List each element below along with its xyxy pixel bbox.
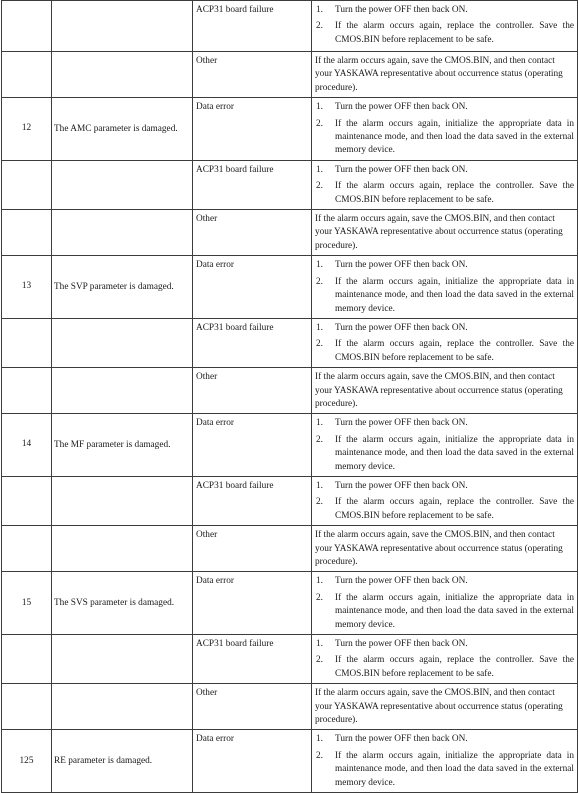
table-row xyxy=(2,684,578,730)
alarm-number-cell: 125 xyxy=(2,730,52,793)
alarm-message-cell: The SVP parameter is damaged. xyxy=(52,256,193,319)
alarm-message-cell xyxy=(52,52,193,98)
remedy-step-number: 1. xyxy=(316,734,323,745)
remedy-step-text: Turn the power OFF then back ON. xyxy=(335,322,468,333)
remedy-step-text: If the alarm occurs again, replace the controller. Save the CMOS.BIN before replacement to be safe. xyxy=(335,21,574,45)
cause-cell: ACP31 board failure xyxy=(193,160,312,209)
remedy-step xyxy=(315,638,574,651)
remedy-text: If the alarm occurs again, save the CMOS.BIN, and then contact your YASKAWA representative about occurrence status (operating procedure). xyxy=(315,530,563,567)
remedy-step-text: If the alarm occurs again, replace the controller. Save the CMOS.BIN before replacement to be safe. xyxy=(335,497,574,521)
alarm-number-cell xyxy=(2,318,52,367)
alarm-number-cell xyxy=(2,210,52,256)
remedy-cell xyxy=(312,414,578,477)
table-row xyxy=(2,256,578,319)
remedy-step xyxy=(315,20,574,47)
remedy-text: If the alarm occurs again, save the CMOS.BIN, and then contact your YASKAWA representative about occurrence status (operating procedure). xyxy=(315,688,563,726)
alarm-message-cell xyxy=(52,210,193,256)
remedy-text: If the alarm occurs again, save the CMOS.BIN, and then contact your YASKAWA representative about occurrence status (operating procedure). xyxy=(315,56,563,93)
cause-cell: Other xyxy=(193,526,312,572)
table-row xyxy=(2,526,578,572)
remedy-step xyxy=(315,259,574,272)
alarm-message-cell: The SVS parameter is damaged. xyxy=(52,572,193,635)
table-row xyxy=(2,414,578,477)
remedy-cell xyxy=(312,526,578,572)
remedy-step xyxy=(315,733,574,746)
remedy-step-text: If the alarm occurs again, initialize the appropriate data in maintenance mode, and then load the data saved in the external memory device. xyxy=(335,276,574,314)
remedy-step xyxy=(315,180,574,207)
remedy-step-number: 1. xyxy=(316,164,323,175)
alarm-number-cell xyxy=(2,476,52,525)
alarm-number-cell: 12 xyxy=(2,98,52,161)
remedy-step-text: Turn the power OFF then back ON. xyxy=(335,480,468,491)
remedy-step-number: 1. xyxy=(316,576,323,587)
remedy-cell xyxy=(312,635,578,684)
remedy-cell xyxy=(312,684,578,730)
remedy-step-text: If the alarm occurs again, initialize the appropriate data in maintenance mode, and then load the data saved in the external memory device. xyxy=(335,118,574,156)
remedy-cell xyxy=(312,368,578,414)
cause-cell: ACP31 board failure xyxy=(193,1,312,52)
table-row xyxy=(2,635,578,684)
remedy-step xyxy=(315,592,574,632)
alarm-remedy-table xyxy=(1,0,578,793)
remedy-cell xyxy=(312,210,578,256)
cause-cell: Other xyxy=(193,368,312,414)
table-row xyxy=(2,368,578,414)
alarm-number-cell xyxy=(2,1,52,52)
alarm-number-cell xyxy=(2,52,52,98)
cause-cell: ACP31 board failure xyxy=(193,635,312,684)
remedy-step xyxy=(315,118,574,158)
remedy-step-number: 2. xyxy=(316,21,323,32)
remedy-step-text: If the alarm occurs again, initialize the appropriate data in maintenance mode, and then load the data saved in the external memory device. xyxy=(335,750,574,788)
remedy-cell xyxy=(312,476,578,525)
remedy-step-text: Turn the power OFF then back ON. xyxy=(335,164,468,175)
cause-cell: Other xyxy=(193,684,312,730)
remedy-cell xyxy=(312,1,578,52)
remedy-step-number: 2. xyxy=(316,276,323,287)
remedy-step-text: Turn the power OFF then back ON. xyxy=(335,639,468,650)
cause-cell: Other xyxy=(193,210,312,256)
alarm-message-cell: RE parameter is damaged. xyxy=(52,730,193,793)
alarm-table-page xyxy=(1,0,577,793)
remedy-step xyxy=(315,480,574,493)
remedy-cell xyxy=(312,98,578,161)
alarm-message-cell xyxy=(52,1,193,52)
remedy-step xyxy=(315,654,574,681)
remedy-cell xyxy=(312,52,578,98)
cause-cell: Data error xyxy=(193,256,312,319)
remedy-cell xyxy=(312,256,578,319)
remedy-cell xyxy=(312,730,578,793)
remedy-step-number: 2. xyxy=(316,592,323,603)
remedy-step-text: If the alarm occurs again, initialize the appropriate data in maintenance mode, and then load the data saved in the external memory device. xyxy=(335,434,574,472)
remedy-step-number: 1. xyxy=(316,480,323,491)
remedy-step xyxy=(315,496,574,523)
cause-cell: Data error xyxy=(193,98,312,161)
table-row xyxy=(2,572,578,635)
cause-cell: Data error xyxy=(193,572,312,635)
remedy-step-number: 1. xyxy=(316,260,323,271)
table-body xyxy=(2,1,578,793)
alarm-number-cell: 15 xyxy=(2,572,52,635)
remedy-step-number: 2. xyxy=(316,339,323,350)
remedy-step-number: 2. xyxy=(316,434,323,445)
remedy-step-number: 2. xyxy=(316,118,323,129)
remedy-step xyxy=(315,4,574,17)
remedy-step-number: 1. xyxy=(316,5,323,15)
table-row xyxy=(2,318,578,367)
remedy-text: If the alarm occurs again, save the CMOS.BIN, and then contact your YASKAWA representative about occurrence status (operating procedure). xyxy=(315,372,563,409)
remedy-cell xyxy=(312,572,578,635)
remedy-step-text: Turn the power OFF then back ON. xyxy=(335,576,468,587)
cause-cell: ACP31 board failure xyxy=(193,318,312,367)
alarm-message-cell xyxy=(52,684,193,730)
remedy-step xyxy=(315,322,574,335)
table-row xyxy=(2,1,578,52)
remedy-step-text: If the alarm occurs again, initialize the appropriate data in maintenance mode, and then load the data saved in the external memory device. xyxy=(335,592,574,630)
alarm-number-cell xyxy=(2,160,52,209)
alarm-message-cell xyxy=(52,318,193,367)
remedy-step-number: 1. xyxy=(316,102,323,113)
alarm-message-cell xyxy=(52,635,193,684)
remedy-step xyxy=(315,276,574,316)
remedy-step-number: 1. xyxy=(316,322,323,333)
table-row xyxy=(2,52,578,98)
remedy-step-text: Turn the power OFF then back ON. xyxy=(335,5,468,15)
remedy-step xyxy=(315,164,574,177)
table-row xyxy=(2,98,578,161)
cause-cell: Other xyxy=(193,52,312,98)
cause-cell: Data error xyxy=(193,730,312,793)
alarm-message-cell xyxy=(52,368,193,414)
remedy-step-text: Turn the power OFF then back ON. xyxy=(335,418,468,429)
remedy-step-number: 1. xyxy=(316,639,323,650)
remedy-step-number: 2. xyxy=(316,750,323,761)
remedy-step-number: 2. xyxy=(316,497,323,508)
alarm-number-cell xyxy=(2,368,52,414)
table-row xyxy=(2,160,578,209)
remedy-step-text: If the alarm occurs again, replace the controller. Save the CMOS.BIN before replacement to be safe. xyxy=(335,339,574,363)
table-row xyxy=(2,730,578,793)
alarm-message-cell xyxy=(52,160,193,209)
remedy-step-text: If the alarm occurs again, replace the controller. Save the CMOS.BIN before replacement to be safe. xyxy=(335,655,574,679)
alarm-message-cell xyxy=(52,526,193,572)
alarm-number-cell xyxy=(2,684,52,730)
remedy-step xyxy=(315,101,574,114)
remedy-step-text: Turn the power OFF then back ON. xyxy=(335,102,468,113)
remedy-step xyxy=(315,750,574,790)
remedy-step-text: Turn the power OFF then back ON. xyxy=(335,734,468,745)
table-row xyxy=(2,476,578,525)
remedy-step-number: 2. xyxy=(316,655,323,666)
cause-cell: Data error xyxy=(193,414,312,477)
remedy-cell xyxy=(312,318,578,367)
cause-cell: ACP31 board failure xyxy=(193,476,312,525)
alarm-message-cell: The AMC parameter is damaged. xyxy=(52,98,193,161)
remedy-step xyxy=(315,417,574,430)
remedy-step-text: Turn the power OFF then back ON. xyxy=(335,260,468,271)
remedy-step-number: 2. xyxy=(316,181,323,192)
remedy-text: If the alarm occurs again, save the CMOS.BIN, and then contact your YASKAWA representative about occurrence status (operating procedure). xyxy=(315,214,563,251)
remedy-step xyxy=(315,575,574,588)
alarm-number-cell: 13 xyxy=(2,256,52,319)
remedy-step-text: If the alarm occurs again, replace the controller. Save the CMOS.BIN before replacement to be safe. xyxy=(335,181,574,205)
alarm-number-cell: 14 xyxy=(2,414,52,477)
remedy-cell xyxy=(312,160,578,209)
alarm-number-cell xyxy=(2,526,52,572)
alarm-number-cell xyxy=(2,635,52,684)
alarm-message-cell: The MF parameter is damaged. xyxy=(52,414,193,477)
remedy-step-number: 1. xyxy=(316,418,323,429)
remedy-step xyxy=(315,338,574,365)
alarm-message-cell xyxy=(52,476,193,525)
remedy-step xyxy=(315,434,574,474)
table-row xyxy=(2,210,578,256)
